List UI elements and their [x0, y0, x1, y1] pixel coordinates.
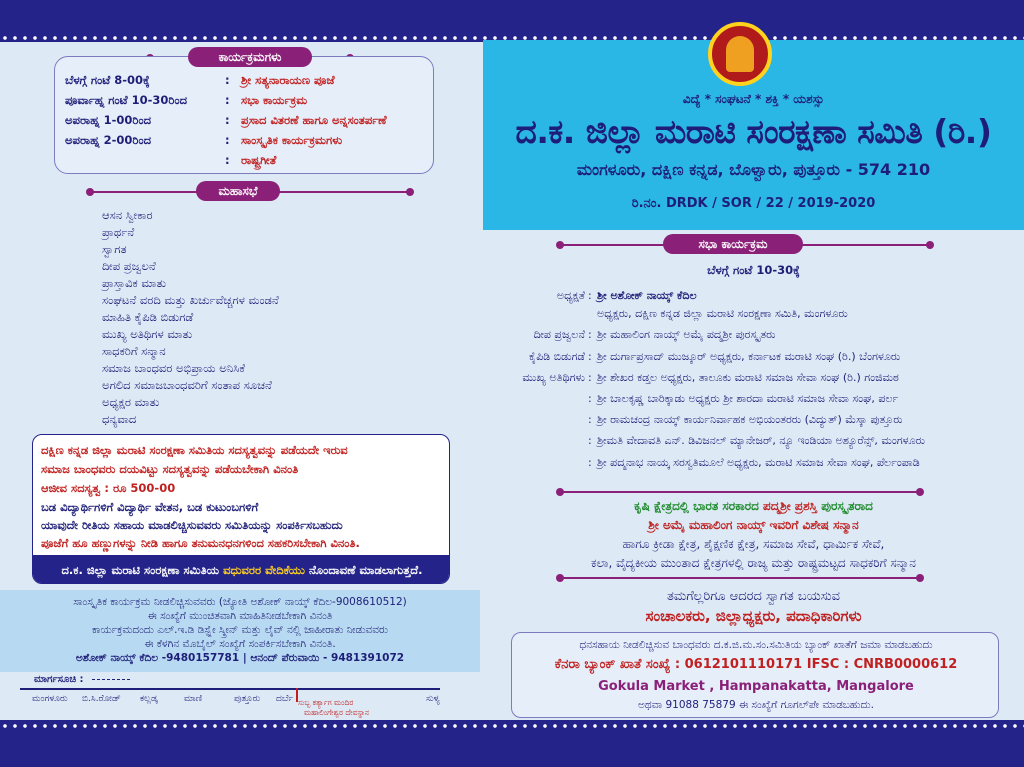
programme-event: ಸಾಂಸ್ಕೃತಿಕ ಕಾರ್ಯಕ್ರಮಗಳು [241, 133, 343, 147]
agenda-item: ಸಮಾಜ ಬಾಂಧವರ ಅಭಿಪ್ರಾಯ ಅನಿಸಿಕೆ [102, 361, 245, 375]
honour-line: ಹಾಗೂ ಕ್ರೀಡಾ ಕ್ಷೇತ್ರ, ಶೈಕ್ಷಣಿಕ ಕ್ಷೇತ್ರ, ಸಮಾಜ ಸೇವೆ, ಧಾರ್ಮಿಕ ಸೇವೆ, [622, 537, 885, 551]
matrimony-text: ನೊಂದಾವಣೆ ಮಾಡಲಾಗುತ್ತದೆ. [308, 563, 423, 577]
agenda-item: ಸಂಘಟನೆ ವರದಿ ಮತ್ತು ಖರ್ಚುವೆಚ್ಚಗಳ ಮಂಡನೆ [102, 293, 279, 307]
registration-number: ರಿ.ನಂ. DRDK / SOR / 22 / 2019-2020 [631, 196, 876, 211]
agenda-item: ಅಧ್ಯಕ್ಷರ ಮಾತು [102, 395, 160, 409]
route-stop: ಬಿ.ಸಿ.ರೋಡ್ [82, 694, 121, 704]
programme-title: ಕಾರ್ಯಕ್ರಮಗಳು [188, 47, 312, 67]
programme-row: ಪೂರ್ವಾಹ್ನ ಗಂಟೆ 10-30ರಿಂದ : ಸಭಾ ಕಾರ್ಯಕ್ರಮ [65, 93, 308, 107]
honour-line: ಶ್ರೀ ಅಮೈ ಮಹಾಲಿಂಗ ನಾಯ್ಕ್ ಇವರಿಗೆ ವಿಶೇಷ ಸನ್ಮಾನ [648, 518, 859, 532]
guest-desc: ಅಧ್ಯಕ್ಷರು, ದಕ್ಷಿಣ ಕನ್ನಡ ಜಿಲ್ಲಾ ಮರಾಟಿ ಸಂರಕ್ಷಣಾ ಸಮಿತಿ, ಮಂಗಳೂರು [597, 307, 848, 320]
contact-line: ಈ ಸಂಖ್ಯೆಗೆ ಮುಂಚಿತವಾಗಿ ಮಾಹಿತಿನೀಡಬೇಕಾಗಿ ವಿನಂತಿ [147, 610, 333, 622]
programme-event: ರಾಷ್ಟ್ರಗೀತೆ [241, 153, 277, 167]
matrimony-notice [33, 555, 450, 584]
agenda-item: ಸ್ವಾಗತ [102, 242, 127, 256]
programme-event: ಶ್ರೀ ಸತ್ಯನಾರಾಯಣ ಪೂಜೆ [241, 73, 335, 87]
guest-name: ಶ್ರೀ ದುರ್ಗಾಪ್ರಸಾದ್ ಮುಜ್ಕೂರ್ ಅಧ್ಯಕ್ಷರು, ಕರ್ನಾಟಕ ಮರಾಟಿ ಸಂಘ (ರಿ.) ಬೆಂಗಳೂರು [597, 350, 901, 363]
agenda-item: ಅಗಲಿದ ಸಮಾಜಬಾಂಧವರಿಗೆ ಸಂತಾಪ ಸೂಚನೆ [102, 378, 272, 392]
samiti-logo [708, 22, 772, 86]
bank-account: ಕೆನರಾ ಬ್ಯಾಂಕ್ ಖಾತೆ ಸಂಖ್ಯೆ : 0612101110171 IFSC : CNRB0000612 [554, 657, 958, 672]
honour-rule-bottom [560, 577, 920, 579]
contact-phones: ಅಶೋಕ್ ನಾಯ್ಕ್ ಕೆದಿಲ -9480157781 | ಆನಂದ್ ಪೆರುವಾಯಿ - 9481391072 [75, 652, 405, 664]
guest-name: ಶ್ರೀ ರಾಮಚಂದ್ರ ನಾಯ್ಕ್ ಕಾರ್ಯನಿರ್ವಾಹಕ ಅಭಿಯಂತರರು (ವಿದ್ಯುತ್) ಮೆಸ್ಕಾ ಪುತ್ತೂರು [597, 413, 903, 426]
programme-row: : ರಾಷ್ಟ್ರಗೀತೆ [225, 153, 277, 167]
venue-note: ಸುಬ್ಬ ಕರ್ತ್ಯಾಗ ಮಂದಿರ [298, 698, 354, 707]
honour-rule-top [560, 491, 920, 493]
agenda-item: ದೀಪ ಪ್ರಜ್ವಲನೆ [102, 259, 156, 273]
membership-line: ಪೂಜೆಗೆ ಹೂ ಹಣ್ಣುಗಳನ್ನು ನೀಡಿ ಹಾಗೂ ತನುಮನಧನಗಳಿಂದ ಸಹಕರಿಸಬೇಕಾಗಿ ವಿನಂತಿ. [41, 536, 360, 550]
guest-name: ಶ್ರೀ ಬಾಲಕೃಷ್ಣ ಬಾರಿಕ್ಕಾಡು ಅಧ್ಯಕ್ಷರು ಶ್ರೀ ಶಾರದಾ ಮರಾಟಿ ಸಮಾಜ ಸೇವಾ ಸಂಘ, ಪರ್ಲ [597, 392, 899, 405]
membership-line: ಬಡ ವಿದ್ಯಾರ್ಥಿಗಳಿಗೆ ವಿದ್ಯಾರ್ಥಿ ವೇತನ, ಬಡ ಕುಟುಂಬಗಳಿಗೆ [41, 500, 259, 514]
bank-branch: Gokula Market , Hampanakatta, Mangalore [598, 679, 914, 694]
agenda-item: ಪ್ರಾರ್ಥನೆ [102, 225, 135, 239]
org-name: ದ.ಕ. ಜಿಲ್ಲಾ ಮರಾಟಿ ಸಂರಕ್ಷಣಾ ಸಮಿತಿ (ರಿ.) [515, 112, 992, 151]
membership-box [32, 434, 450, 584]
guest-role: ಮುಖ್ಯ ಅತಿಥಿಗಳು [522, 371, 585, 384]
matrimony-highlight: ವಧುವರರ ವೇದಿಕೆಯು [223, 563, 305, 577]
route-stop: ಸುಳ್ಯ [426, 694, 440, 704]
programme-time: ಅಪರಾಹ್ನ 2-00ರಿಂದ [65, 133, 151, 147]
guest-name: ಶ್ರೀ ಶೇಖರ ಕಡ್ತಲ ಅಧ್ಯಕ್ಷರು, ತಾಲೂಕು ಮರಾಟಿ ಸಮಾಜ ಸೇವಾ ಸಂಘ (ರಿ.) ಗಂಜಿಮಠ [597, 371, 899, 384]
programme-row: ಅಪರಾಹ್ನ 2-00ರಿಂದ : ಸಾಂಸ್ಕೃತಿಕ ಕಾರ್ಯಕ್ರಮಗಳು [65, 133, 343, 147]
organisers: ಸಂಚಾಲಕರು, ಜಿಲ್ಲಾಧ್ಯಕ್ಷರು, ಪದಾಧಿಕಾರಿಗಳು [645, 607, 862, 625]
guest-role: ಕೈಪಿಡಿ ಬಿಡುಗಡೆ [528, 350, 585, 363]
gpay-line: ಅಥವಾ 91088 75879 ಈ ಸಂಖ್ಯೆಗೆ ಗೂಗಲ್‌ಪೇ ಮಾಡಬಹುದು. [638, 699, 874, 711]
guest-name: ಶ್ರೀಮತಿ ವೇದಾವತಿ ಎನ್. ಡಿವಿಜನಲ್ ಮ್ಯಾನೇಜರ್, ನ್ಯೂ ಇಂಡಿಯಾ ಅಶ್ಯೂರೆನ್ಸ್, ಮಂಗಳೂರು [597, 434, 925, 447]
honour-line: ಕಲಾ, ವೈದ್ಯಕೀಯ ಮುಂತಾದ ಕ್ಷೇತ್ರಗಳಲ್ಲಿ ರಾಜ್ಯ ಮತ್ತು ರಾಷ್ಟ್ರಮಟ್ಟದ ಸಾಧಕರಿಗೆ ಸನ್ಮಾನ [591, 556, 916, 570]
programme-box [54, 56, 434, 174]
general-body-title: ಮಹಾಸಭೆ [196, 181, 280, 201]
honour-text: ಕೃಷಿ ಕ್ಷೇತ್ರದಲ್ಲಿ ಭಾರತ ಸರಕಾರದ [634, 499, 759, 513]
programme-time: ಬೆಳಗ್ಗೆ ಗಂಟೆ 8-00ಕ್ಕೆ [65, 73, 150, 87]
membership-line: ಸಮಾಜ ಬಾಂಧವರು ದಯವಿಟ್ಟು ಸದಸ್ಯತ್ವವನ್ನು ಪಡೆಯಬೇಕಾಗಿ ವಿನಂತಿ [41, 462, 299, 476]
org-address: ಮಂಗಳೂರು, ದಕ್ಷಿಣ ಕನ್ನಡ, ಬೊಳ್ವಾರು, ಪುತ್ತೂರು - 574 210 [576, 160, 931, 179]
membership-fee: ಆಜೀವ ಸದಸ್ಯತ್ವ : ರೂ 500-00 [41, 481, 176, 495]
agenda-item: ಮಾಹಿತಿ ಕೈಪಿಡಿ ಬಿಡುಗಡೆ [102, 310, 194, 324]
route-label-underline [92, 679, 130, 680]
honour-text: ಪುರಸ್ಕೃತರಾದ [821, 499, 873, 513]
cultural-contact-box [0, 590, 480, 672]
route-line [20, 688, 440, 690]
membership-line: ದಕ್ಷಿಣ ಕನ್ನಡ ಜಿಲ್ಲಾ ಮರಾಟಿ ಸಂರಕ್ಷಣಾ ಸಮಿತಿಯ ಸದಸ್ಯತ್ವವನ್ನು ಪಡೆಯದೇ ಇರುವ [41, 443, 348, 457]
honour-highlight: ಪದ್ಮಶ್ರೀ ಪ್ರಶಸ್ತಿ [763, 499, 818, 513]
contact-line: ಕಾರ್ಯಕ್ರಮದಂದು ಎಲ್.ಇ.ಡಿ ಡಿಸ್ಪ್ಲೇ ಸ್ಕ್ರೀನ್ ಮತ್ತು ಲೈವ್ ನಲ್ಲಿ ಜಾಹೀರಾತು ನೀಡುವವರು [92, 624, 388, 636]
guest-name: ಶ್ರೀ ಪದ್ಮನಾಭ ನಾಯ್ಕ ಸರಸ್ವತಿಮೂಲೆ ಅಧ್ಯಕ್ಷರು, ಮರಾಟಿ ಸಮಾಜ ಸೇವಾ ಸಂಘ, ಪೆರ್ಲಂಪಾಡಿ [597, 456, 920, 469]
bank-intro: ಧನಸಹಾಯ ನೀಡಲಿಚ್ಚಿಸುವ ಬಾಂಧವರು ದ.ಕ.ಜಿ.ಮ.ಸಂ.ಸಮಿತಿಯ ಬ್ಯಾಂಕ್ ಖಾತೆಗೆ ಜಮಾ ಮಾಡಬಹುದು [579, 639, 933, 651]
bottom-dot-border [0, 722, 1024, 730]
guest-name: ಶ್ರೀ ಅಶೋಕ್ ನಾಯ್ಕ್ ಕೆದಿಲ [597, 289, 697, 302]
route-label: ಮಾರ್ಗಸೂಚಿ : [34, 674, 84, 685]
meeting-time: ಬೆಳಗ್ಗೆ ಗಂಟೆ 10-30ಕ್ಕೆ [707, 263, 800, 277]
agenda-item: ಧನ್ಯವಾದ [102, 412, 137, 426]
agenda-item: ಸಾಧಕರಿಗೆ ಸನ್ಮಾನ [102, 344, 166, 358]
guest-role: ಅಧ್ಯಕ್ಷತೆ [556, 289, 585, 302]
route-stop: ಪುತ್ತೂರು [234, 694, 261, 704]
agenda-item: ಪ್ರಾಸ್ತಾವಿಕ ಮಾತು [102, 276, 167, 290]
contact-line: ಸಾಂಸ್ಕೃತಿಕ ಕಾರ್ಯಕ್ರಮ ನೀಡಲಿಚ್ಚಿಸುವವರು (ಜ್ಯೋತಿ ಅಶೋಕ್ ನಾಯ್ಕ್ ಕೆದಿಲ-9008610512) [73, 596, 407, 608]
meeting-title: ಸಭಾ ಕಾರ್ಯಕ್ರಮ [663, 234, 803, 254]
programme-time: ಪೂರ್ವಾಹ್ನ ಗಂಟೆ 10-30ರಿಂದ [65, 93, 187, 107]
motto: ವಿದ್ಯೆ * ಸಂಘಟನೆ * ಶಕ್ತಿ * ಯಶಸ್ಸು [682, 92, 825, 106]
membership-line: ಯಾವುದೇ ರೀತಿಯ ಸಹಾಯ ಮಾಡಲಿಚ್ಚಿಸುವವರು ಸಮಿತಿಯನ್ನು ಸಂಪರ್ಕಿಸಬಹುದು [41, 518, 343, 532]
venue-note: ಮಹಾಲಿಂಗೇಶ್ವರ ದೇವಸ್ಥಾನ [304, 708, 370, 717]
agenda-item: ಮುಖ್ಯ ಅತಿಥಿಗಳ ಮಾತು [102, 327, 193, 341]
route-stop: ಕಲ್ಲಡ್ಕ [140, 694, 158, 704]
programme-time: ಅಪರಾಹ್ನ 1-00ರಿಂದ [65, 113, 151, 127]
programme-event: ಸಭಾ ಕಾರ್ಯಕ್ರಮ [241, 93, 308, 107]
route-stop: ಮಂಗಳೂರು [32, 694, 68, 704]
guest-name: ಶ್ರೀ ಮಹಾಲಿಂಗ ನಾಯ್ಕ್ ಅಮೈ ಪದ್ಮಶ್ರೀ ಪುರಸ್ಕೃತರು [597, 328, 776, 341]
route-stop: ದರ್ಬೆ [276, 694, 293, 704]
agenda-item: ಆಸನ ಸ್ವೀಕಾರ [102, 208, 153, 222]
programme-row: ಬೆಳಗ್ಗೆ ಗಂಟೆ 8-00ಕ್ಕೆ : ಶ್ರೀ ಸತ್ಯನಾರಾಯಣ ಪೂಜೆ [65, 73, 335, 87]
honour-line [483, 499, 1024, 514]
bank-details-box [511, 632, 999, 718]
programme-row: ಅಪರಾಹ್ನ 1-00ರಿಂದ : ಪ್ರಸಾದ ವಿತರಣೆ ಹಾಗೂ ಅನ್ನಸಂತರ್ಪಣೆ [65, 113, 387, 127]
route-stop: ಮಾಣಿ [184, 694, 203, 704]
welcome-line: ತಮಗೆಲ್ಲರಿಗೂ ಆದರದ ಸ್ವಾಗತ ಬಯಸುವ [666, 589, 841, 604]
programme-event: ಪ್ರಸಾದ ವಿತರಣೆ ಹಾಗೂ ಅನ್ನಸಂತರ್ಪಣೆ [241, 113, 387, 127]
guest-role: ದೀಪ ಪ್ರಜ್ವಲನೆ [533, 328, 585, 341]
contact-line: ಈ ಕೆಳಗಿನ ಮೊಬೈಲ್ ಸಂಖ್ಯೆಗೆ ಸಂಪರ್ಕಿಸಬೇಕಾಗಿ ವಿನಂತಿ. [144, 638, 336, 650]
matrimony-text: ದ.ಕ. ಜಿಲ್ಲಾ ಮರಾಟಿ ಸಂರಕ್ಷಣಾ ಸಮಿತಿಯ [61, 563, 220, 577]
